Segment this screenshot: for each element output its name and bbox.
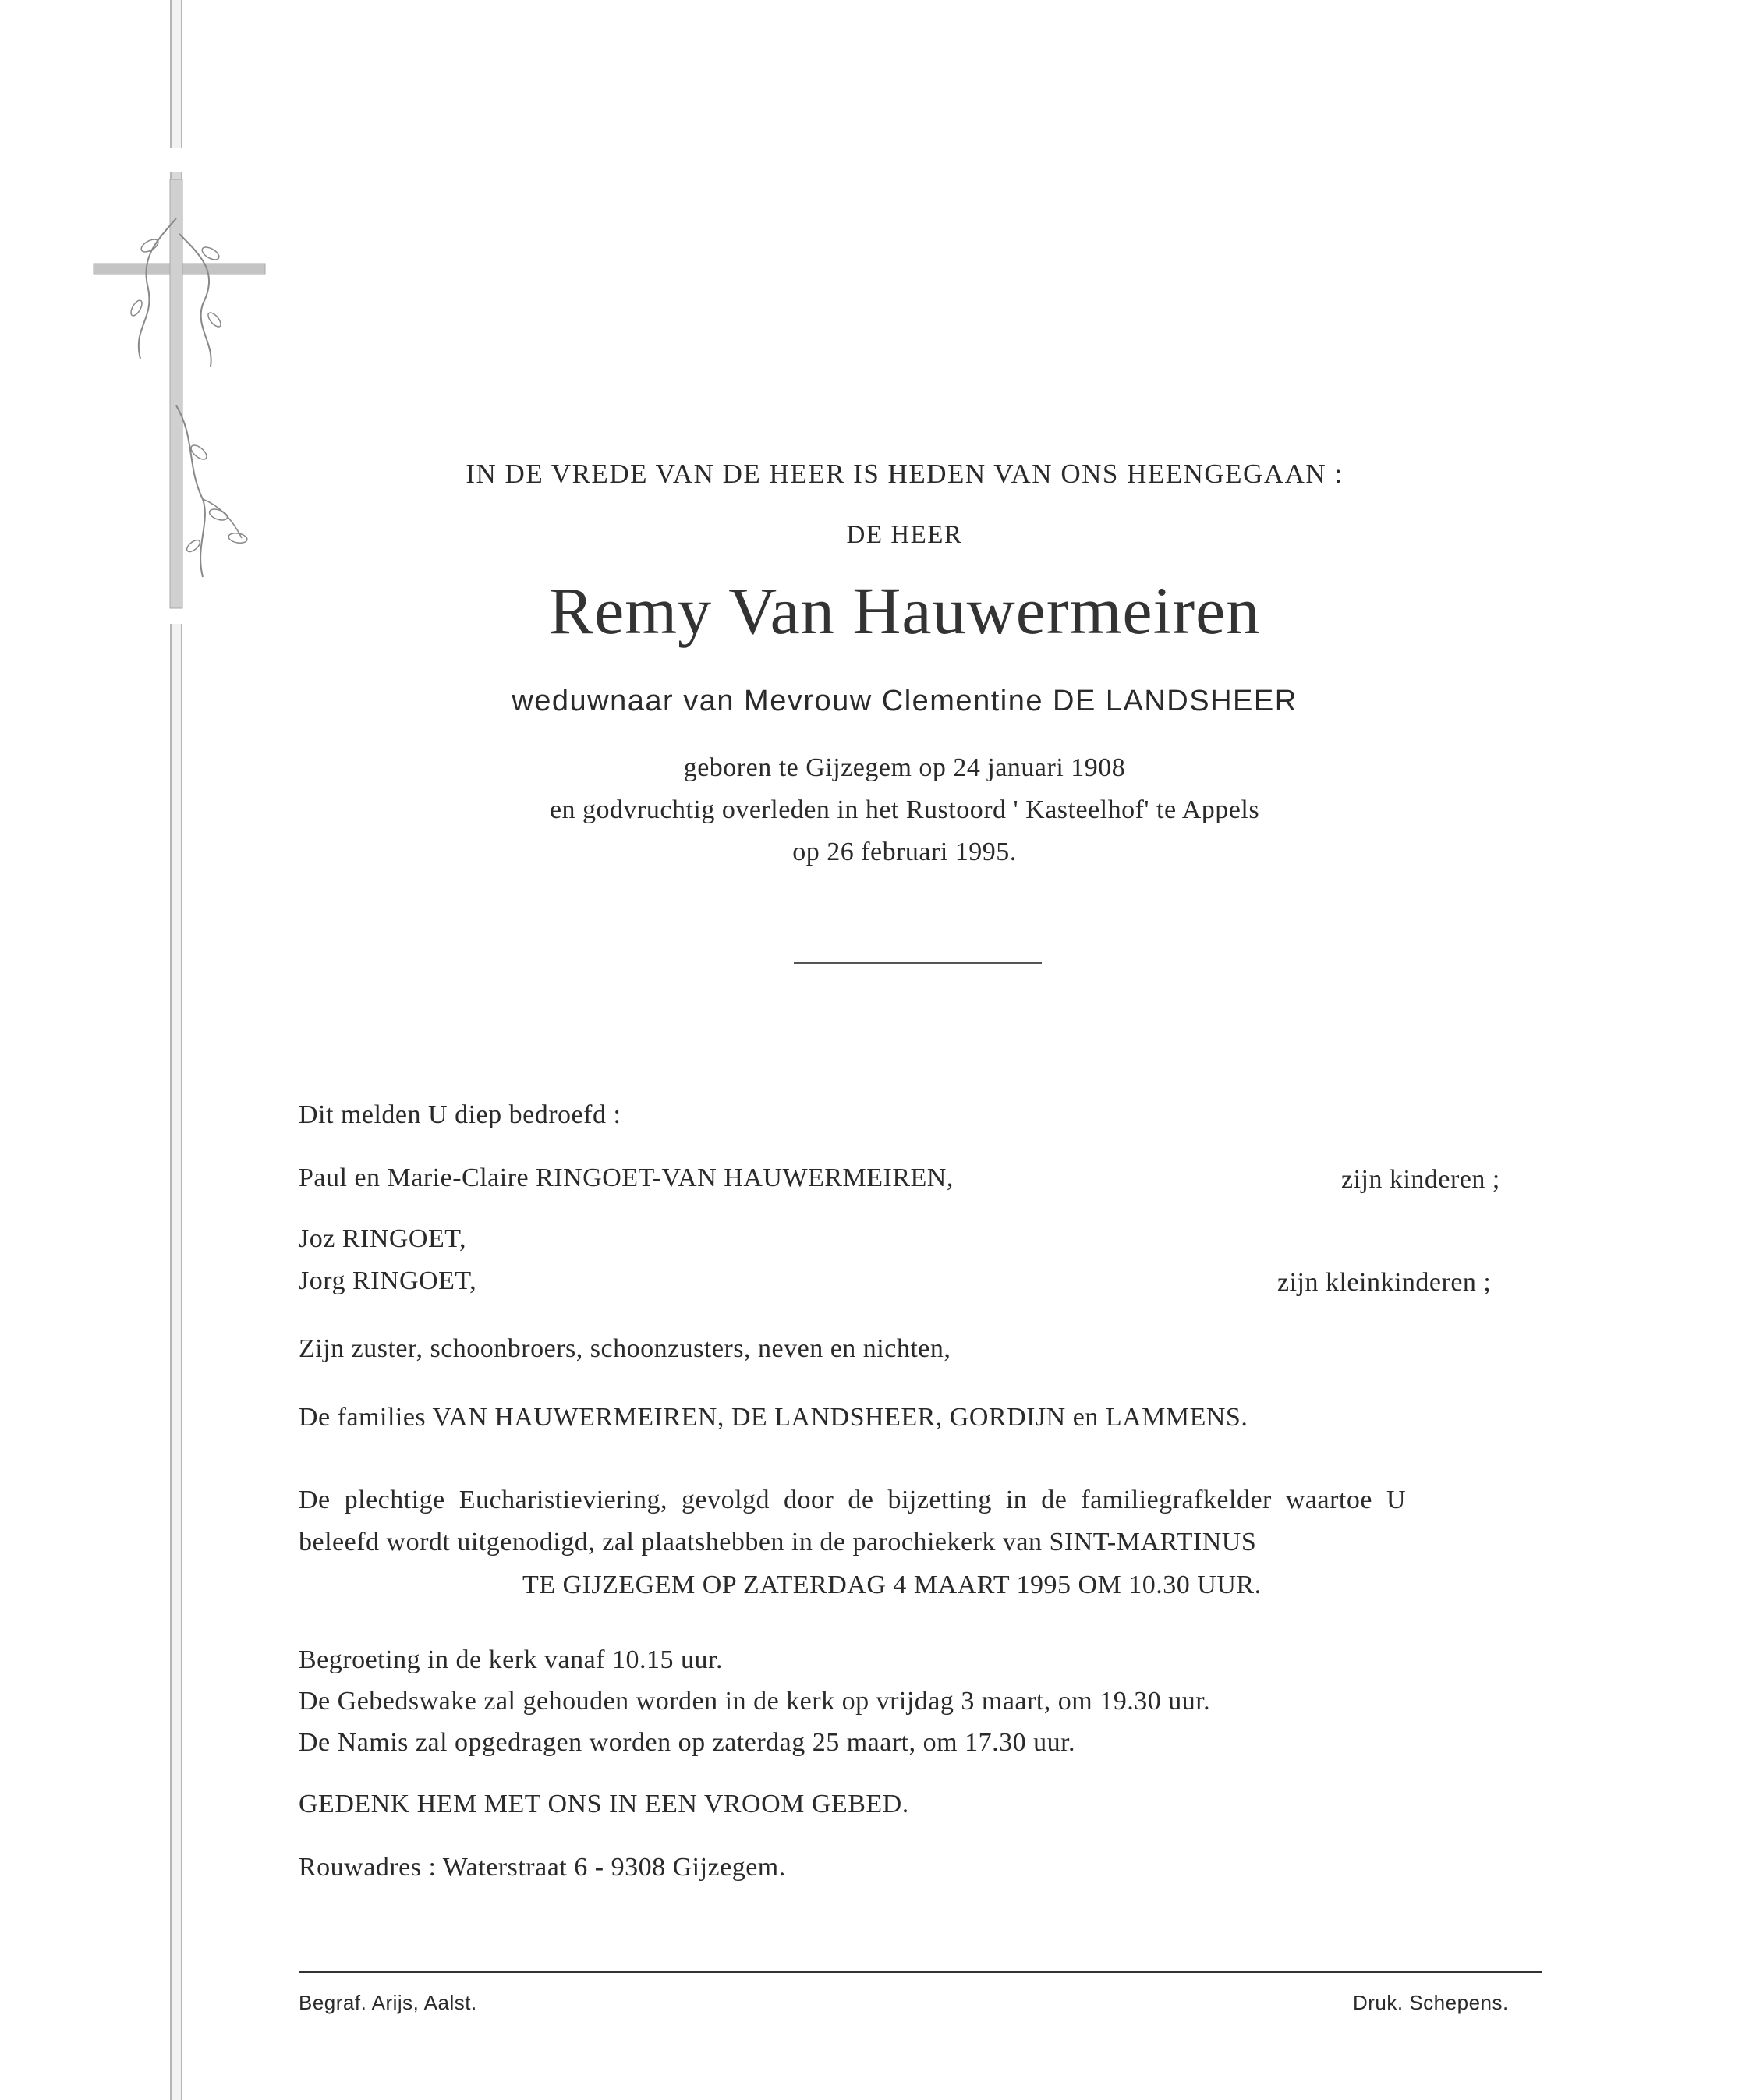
ceremony-line-2: beleefd wordt uitgenodigd, zal plaatshebben in de parochiekerk van SINT-MARTINUS [299, 1528, 1257, 1556]
children-role: zijn kinderen ; [1341, 1165, 1500, 1194]
address-line: Rouwadres : Waterstraat 6 - 9308 Gijzegem. [299, 1853, 786, 1882]
families-line: De families VAN HAUWERMEIREN, DE LANDSHEER, GORDIJN en LAMMENS. [299, 1403, 1248, 1432]
spouse-line: weduwnaar van Mevrouw Clementine DE LANDSHEER [512, 685, 1298, 717]
announcement-heading: IN DE VREDE VAN DE HEER IS HEDEN VAN ONS HEENGEGAAN : [466, 459, 1344, 489]
footer-rule [299, 1971, 1542, 1973]
grandchild-2: Jorg RINGOET, [299, 1266, 477, 1295]
section-divider [794, 962, 1042, 964]
deceased-name: Remy Van Hauwermeiren [548, 573, 1261, 648]
vigil-line: De Gebedswake zal gehouden worden in de kerk op vrijdag 3 maart, om 19.30 uur. [299, 1687, 1211, 1716]
born-line: geboren te Gijzegem op 24 januari 1908 [683, 753, 1126, 782]
greeting-line: Begroeting in de kerk vanaf 10.15 uur. [299, 1645, 723, 1674]
relatives-line: Zijn zuster, schoonbroers, schoonzusters, neven en nichten, [299, 1334, 951, 1363]
children-names: Paul en Marie-Claire RINGOET-VAN HAUWERMEIREN, [299, 1163, 954, 1192]
intro-line: Dit melden U diep bedroefd : [299, 1100, 621, 1129]
grandchildren-role: zijn kleinkinderen ; [1277, 1268, 1492, 1297]
ceremony-line-3: TE GIJZEGEM OP ZATERDAG 4 MAART 1995 OM 10.30 UUR. [522, 1571, 1262, 1599]
honorific: DE HEER [846, 521, 963, 549]
undertaker-credit: Begraf. Arijs, Aalst. [299, 1991, 477, 2014]
died-line: en godvruchtig overleden in het Rustoord ' Kasteelhof' te Appels [549, 795, 1260, 824]
cross-with-vine-icon [86, 172, 273, 616]
died-date-line: op 26 februari 1995. [792, 838, 1017, 866]
remember-line: GEDENK HEM MET ONS IN EEN VROOM GEBED. [299, 1790, 909, 1818]
ceremony-line-1: De plechtige Eucharistieviering, gevolgd door de bijzetting in de familiegrafkelder waartoe U [299, 1486, 1407, 1514]
memorial-mass-line: De Namis zal opgedragen worden op zaterdag 25 maart, om 17.30 uur. [299, 1728, 1076, 1757]
grandchild-1: Joz RINGOET, [299, 1224, 466, 1253]
printer-credit: Druk. Schepens. [1353, 1991, 1509, 2014]
